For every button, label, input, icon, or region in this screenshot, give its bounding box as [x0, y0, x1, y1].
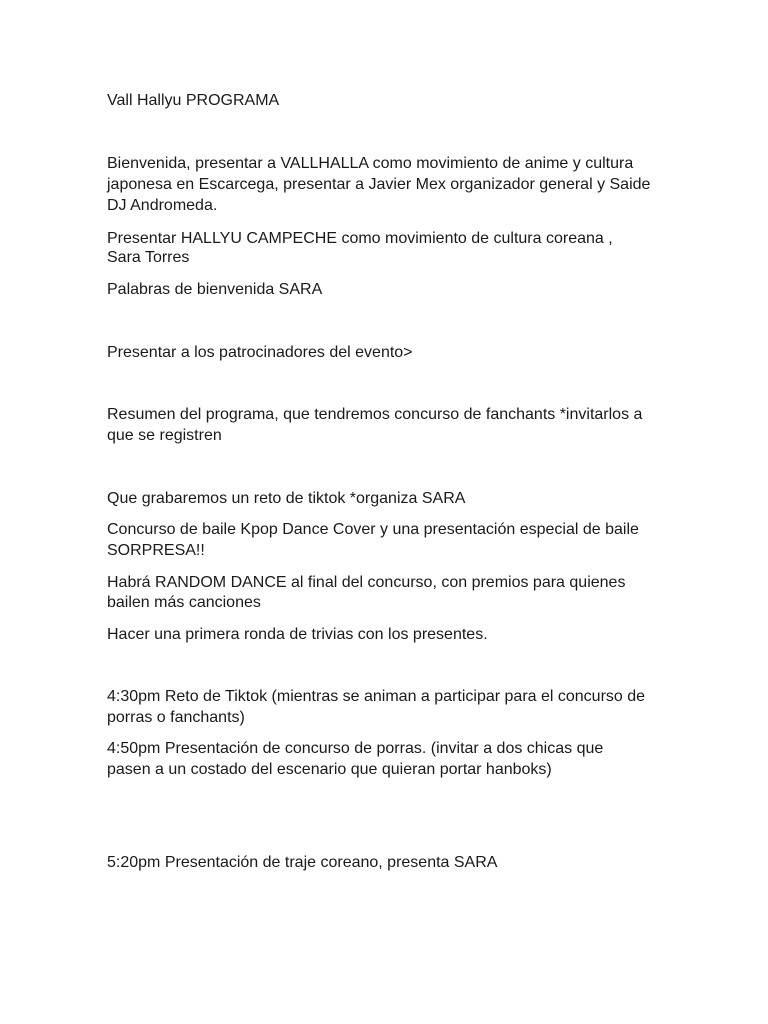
- schedule-450-line-1: 4:50pm Presentación de concurso de porras. (invitar a dos chicas que: [107, 740, 604, 757]
- welcome-line-1: Bienvenida, presentar a VALLHALLA como movimiento de anime y cultura: [107, 155, 634, 172]
- random-dance-line-1: Habrá RANDOM DANCE al final del concurso, con premios para quienes: [107, 574, 626, 591]
- welcome-line-3: DJ Andromeda.: [107, 197, 218, 214]
- welcome-words-line: Palabras de bienvenida SARA: [107, 281, 323, 298]
- schedule-430-line-1: 4:30pm Reto de Tiktok (mientras se animan a participar para el concurso de: [107, 688, 646, 705]
- dance-cover-line-1: Concurso de baile Kpop Dance Cover y una presentación especial de baile: [107, 521, 639, 538]
- summary-line-2: que se registren: [107, 427, 222, 444]
- document-title: Vall Hallyu PROGRAMA: [107, 92, 280, 109]
- summary-line-1: Resumen del programa, que tendremos concurso de fanchants *invitarlos a: [107, 406, 643, 423]
- sponsors-line: Presentar a los patrocinadores del evento>: [107, 344, 413, 361]
- hallyu-line-1: Presentar HALLYU CAMPECHE como movimiento de cultura coreana ,: [107, 230, 613, 247]
- trivia-line: Hacer una primera ronda de trivias con los presentes.: [107, 626, 488, 643]
- schedule-450-line-2: pasen a un costado del escenario que quieran portar hanboks): [107, 761, 552, 778]
- hallyu-line-2: Sara Torres: [107, 249, 190, 266]
- schedule-430-line-2: porras o fanchants): [107, 709, 245, 726]
- tiktok-line: Que grabaremos un reto de tiktok *organiza SARA: [107, 490, 466, 507]
- random-dance-line-2: bailen más canciones: [107, 594, 261, 611]
- dance-cover-line-2: SORPRESA!!: [107, 542, 205, 559]
- welcome-line-2: japonesa en Escarcega, presentar a Javier Mex organizador general y Saide: [107, 176, 651, 193]
- schedule-520-line: 5:20pm Presentación de traje coreano, presenta SARA: [107, 854, 498, 871]
